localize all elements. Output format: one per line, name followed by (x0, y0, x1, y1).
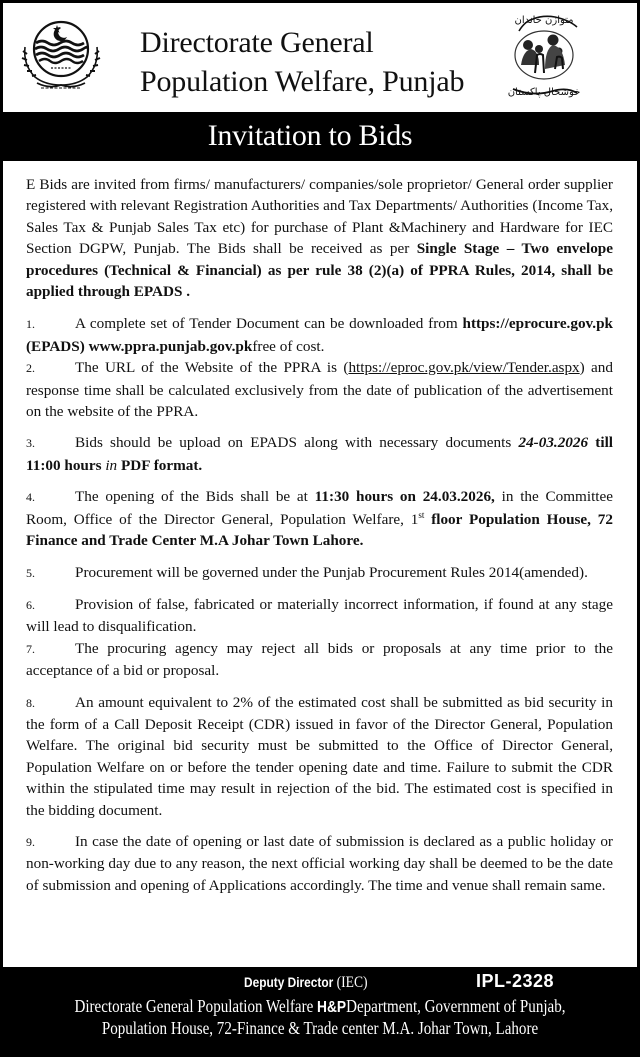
item-number: 3. (26, 436, 35, 451)
list-item-5: 5. Procurement will be governed under the Punjab Procurement Rules 2014(amended). (26, 562, 613, 584)
list-item-1: 1. A complete set of Tender Document can be downloaded from https://eprocure.gov.pk (EPADS) www.ppra.punjab.gov.pkfree of cost. (26, 315, 613, 355)
intro-text: E Bids are invited from firms/ manufacturers/ companies/sole proprietor/ General order supplier registered with relevant Registration Authorities and Tax Departments/ Authorities (Income Tax, Sales Tax & Punjab Sales Tax etc) for purchase of Plant &Machinery and Hardware for IEC Section DGPW, Punjab. The Bids shall be received as per (26, 176, 613, 258)
page-title: Invitation to Bids (207, 119, 413, 152)
item-number: 6. (26, 597, 35, 612)
org-title-line1: Directorate General (140, 26, 374, 59)
list-item-2: 2. The URL of the Website of the PPRA is (https://eproc.gov.pk/view/Tender.aspx) and response time shall be calculated exclusively from the date of publication of the advertisement on the website of the PPRA. (26, 359, 613, 421)
footer-address-line1: Directorate General Population Welfare H&PDepartment, Government of Punjab, (74, 996, 566, 1016)
footer (0, 968, 640, 1057)
intro-procedure-text: Single Stage – Two envelope procedures (Technical & Financial) as per rule 38 (2)(a) of PPRA Rules, 2014, shall be applied through EPADS . (26, 240, 613, 301)
item-number: 9. (26, 834, 35, 849)
item-number: 5. (26, 565, 35, 580)
header-panel (3, 3, 637, 112)
venue-address: floor Population House, 72 Finance and Trade Center M.A Johar Town Lahore. (26, 510, 613, 550)
svg-text:خوشحال پاکستان: خوشحال پاکستان (507, 87, 581, 98)
organization-title (140, 23, 500, 101)
signatory: Deputy Director (IEC) (244, 974, 368, 991)
ipl-code: IPL-2328 (476, 971, 555, 991)
population-welfare-family-emblem-icon (497, 7, 591, 107)
org-title-line2: Population Welfare, Punjab (140, 65, 465, 98)
list-item-8: 8. An amount equivalent to 2% of the estimated cost shall be submitted as bid security in the form of a Call Deposit Receipt (CDR) issued in favor of the Director General, Population Welfare. The original bid security must be submitted to the Office of Director General, Population Welfare on or before the tender opening date and time. Failure to submit the CDR within the stipulated time may result in rejection of the bid. The estimated cost is specified in the bidding document. (26, 693, 613, 819)
intro-paragraph (26, 174, 613, 302)
item-number: 4. (26, 490, 35, 505)
notice-body (3, 161, 637, 967)
list-item-9: 9. In case the date of opening or last date of submission is declared as a public holiday or non-working day due to any reason, the next official working day shall be deemed to be the date of submission and opening of Applications accordingly. The time and venue shall remain same. (26, 832, 613, 894)
svg-text:متوازن خاندان: متوازن خاندان (514, 15, 574, 26)
item-number: 8. (26, 695, 35, 710)
footer-address-line2: Population House, 72-Finance & Trade center M.A. Johar Town, Lahore (101, 1018, 539, 1038)
list-item-7: 7. The procuring agency may reject all bids or proposals at any time prior to the acceptance of a bid or proposal. (26, 639, 613, 680)
item-number: 7. (26, 641, 35, 656)
list-item-3: 3. Bids should be upload on EPADS along with necessary documents 24-03.2026 till 11:00 hours in PDF format. (26, 434, 614, 474)
tender-download-links[interactable]: https://eprocure.gov.pk (EPADS) www.ppra.punjab.gov.pk (26, 315, 613, 355)
list-item-4: 4. The opening of the Bids shall be at 11:30 hours on 24.03.2026, in the Committee Room, Office of the Director General, Population Welfare, 1st floor Population House, 72 Finance and Trade Center M.A Johar Town Lahore. (26, 488, 613, 550)
title-band (0, 112, 640, 159)
item-number: 2. (26, 361, 35, 376)
item-number: 1. (26, 317, 35, 332)
punjab-government-emblem-icon (15, 9, 107, 101)
ppra-tender-link[interactable]: https://eproc.gov.pk/view/Tender.aspx (348, 359, 580, 377)
list-item-6: 6. Provision of false, fabricated or materially incorrect information, if found at any stage will lead to disqualification. (26, 595, 613, 636)
submission-date: 24-03.2026 (518, 434, 589, 452)
opening-time: 11:30 hours on 24.03.2026, (314, 488, 495, 506)
